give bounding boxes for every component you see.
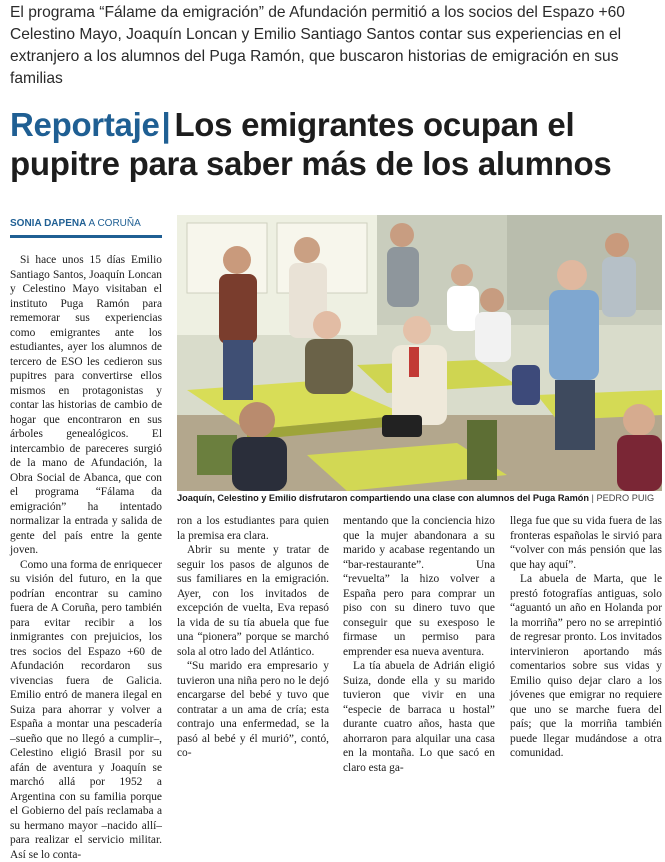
section-kicker: Reportaje [10,106,160,143]
headline-title: Los emigrantes ocupan el pupitre para saber más de los alumnos [10,106,611,182]
paragraph: Abrir su mente y tratar de seguir los pasos de algunos de sus familiares en la emigración. Ayer, con los invitados de excepción de vuelta, Eva repasó la vida de su tía abuela que fue una “pionera” porque se marchó sola al otro lado del Atlántico. [177,543,329,659]
paragraph: llega fue que su vida fuera de las fronteras españolas le sirvió para “volver con más pensión que las que hay aquí”. [510,514,662,572]
paragraph: Si hace unos 15 días Emilio Santiago Santos, Joaquín Loncan y Celestino Mayo visitaban el instituto Puga Ramón para rememorar sus experiencias como emigrantes ante los estudiantes, ayer los alumnos de tercero de ESO les cedieron sus pupitres para convertirse ellos mismos en protagonistas y contar las historias de cambio de hogar que encontraron en sus árboles genealógicos. El intercambio de pareceres surgió de la mano de Afundación, la Obra Social de Abanca, que con el programa “Fálama da emigración” ha intentado normalizar la entrada y salida de gente del país entre la gente joven. [10,253,162,558]
article-column-3 [343,514,495,775]
headline [10,105,660,183]
kicker-separator: | [162,106,171,143]
caption-text: Joaquín, Celestino y Emilio disfrutaron compartiendo una clase con alumnos del Puga Ramón [177,493,589,503]
paragraph: La abuela de Marta, que le prestó fotografías antiguas, solo “aguantó un año en Holanda por la morriña” pero no se arrepintió de regresar pronto. Los invitados intervinieron aportando más comentarios sobre sus vidas y Emilio quiso dejar claro a los jóvenes que emigrar no requiere que uno se marche fuera del país; que la morriña también puede llegar mudándose a otra comunidad. [510,572,662,761]
paragraph: ron a los estudiantes para quien la premisa era clara. [177,514,329,543]
paragraph: Como una forma de enriquecer su visión del futuro, en la que podrían encontrar su camino fuera de A Coruña, pero también para evitar recibir a los inmigrantes con prejuicios, los tres socios del Espazo +60 de Afundación recordaron sus vivencias fuera de Galicia. Emilio entró de manera ilegal en Suiza para ahorrar y volver a España a montar una pescadería –sueño que no llegó a cumplir–, Celestino eligió Brasil por su afán de aventura y Joaquín se marchó allá por 1952 a Argentina con su familia porque el Gobierno del país reclamaba a su hermano mayor –nacido allí– para realizar el servicio militar. Así se lo conta- [10,558,162,862]
article-photo [177,215,662,491]
article-column-1 [10,253,162,862]
photo-credit: | PEDRO PUIG [592,493,655,503]
classroom-photo-illustration [177,215,662,491]
byline-place: A CORUÑA [89,218,141,229]
byline [10,218,162,238]
paragraph: La tía abuela de Adrián eligió Suiza, donde ella y su marido tuvieron que vivir en una “especie de barraca u hostal” durante cuatro años, hasta que ahorraron para alquilar una casa en la montaña. Lo que sacó en claro esta ga- [343,659,495,775]
article-column-4 [510,514,662,761]
article-column-2 [177,514,329,761]
paragraph: “Su marido era empresario y tuvieron una niña pero no le dejó encargarse del bebé y tuvo que contratar a un ama de cría; esta contrajo una enfermedad, se la pasó al bebé y él murió”, contó, co- [177,659,329,761]
byline-author: SONIA DAPENA [10,218,86,229]
article-deck: El programa “Fálame da emigración” de Afundación permitió a los socios del Espazo +60 Celestino Mayo, Joaquín Loncan y Emilio Santiago Santos contar sus experiencias en el extranjero a los alumnos del Puga Ramón, que buscaron historias de emigración en sus familias [10,2,660,90]
photo-caption [177,493,662,504]
paragraph: mentando que la conciencia hizo que la mujer abandonara a su marido y acabase regentando un “bar-restaurante”. Una “revuelta” la hizo volver a España pero para comprar un piso con su dinero tuvo que conseguir que su exesposo le firmase un permiso para emprender esa nueva aventura. [343,514,495,659]
